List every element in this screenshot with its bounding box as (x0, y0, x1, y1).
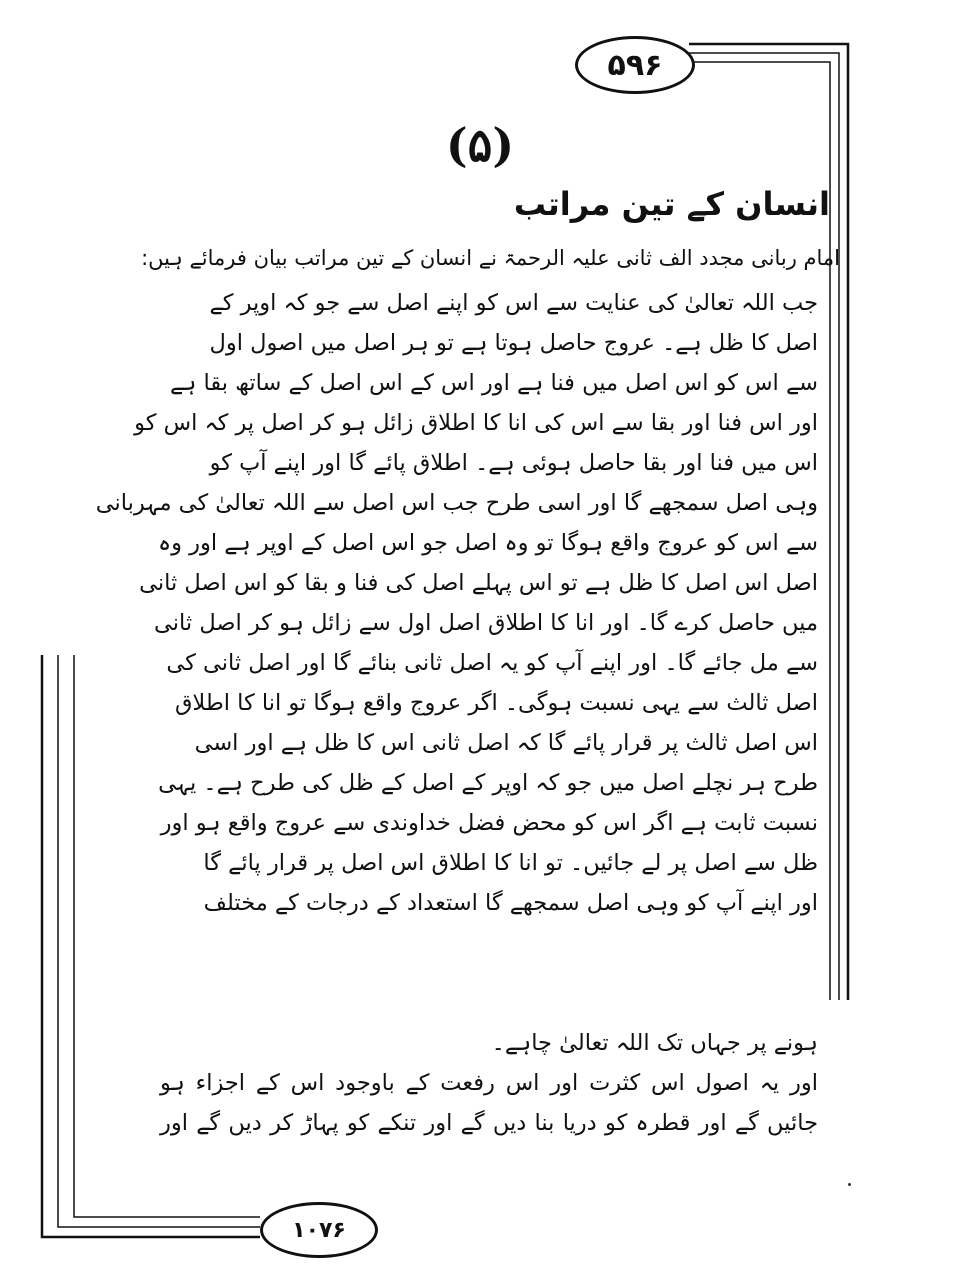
body-line-14: نسبت ثابت ہے اگر اس کو محض فضل خداوندی سے عروج واقع ہو اور (160, 810, 818, 836)
body-line-8: اصل اس اصل کا ظل ہے تو اس پہلے اصل کی فنا و بقا کو اس اصل ثانی (139, 570, 818, 596)
top-page-number: ۵۹۶ (575, 36, 695, 94)
body-line-3: سے اس کو اس اصل میں فنا ہے اور اس کے اس اصل کے ساتھ بقا ہے (169, 370, 818, 396)
body-line-5: اس میں فنا اور بقا حاصل ہوئی ہے۔ اطلاق پائے گا اور اپنے آپ کو (209, 450, 818, 476)
body-line-1: جب اللہ تعالیٰ کی عنایت سے اس کو اپنے اصل سے جو کہ اوپر کے (209, 290, 818, 316)
body-line-11: اصل ثالث سے یہی نسبت ہوگی۔ اگر عروج واقع ہوگا تو انا کا اطلاق (174, 690, 818, 716)
chapter-number: (۵) (445, 118, 515, 172)
body-line-2: اصل کا ظل ہے۔ عروج حاصل ہوتا ہے تو ہر اصل میں اصول اول (209, 330, 818, 356)
body-line-12: اس اصل ثالث پر قرار پائے گا کہ اصل ثانی اس کا ظل ہے اور اسی (194, 730, 818, 756)
body-line-4: اور اس فنا اور بقا سے اس کی انا کا اطلاق زائل ہو کر اصل پر کہ اس کو (134, 410, 818, 436)
body-line-7: سے اس کو عروج واقع ہوگا تو وہ اصل جو اس اصل کے اوپر ہے اور وہ (157, 530, 818, 556)
body-line-10: سے مل جائے گا۔ اور اپنے آپ کو یہ اصل ثانی بنائے گا اور اصل ثانی کی (166, 650, 818, 676)
body-line-13: طرح ہر نچلے اصل میں جو کہ اوپر کے اصل کے ظل کی طرح ہے۔ یہی (158, 770, 818, 796)
section-heading: انسان کے تین مراتب (513, 185, 830, 223)
body-line-17: ہونے پر جہاں تک اللہ تعالیٰ چاہے۔ (491, 1030, 818, 1056)
bottom-page-number: ۱۰۷۶ (260, 1202, 378, 1258)
body-line-6: وہی اصل سمجھے گا اور اسی طرح جب اس اصل سے اللہ تعالیٰ کی مہربانی (95, 490, 818, 516)
closing-line-1: اور یہ اصول اس کثرت اور اس رفعت کے باوجود اس کے اجزاء ہو (160, 1070, 818, 1096)
speck (848, 1183, 851, 1186)
body-line-9: میں حاصل کرے گا۔ اور انا کا اطلاق اصل اول سے زائل ہو کر اصل ثانی (154, 610, 818, 636)
body-line-15: ظل سے اصل پر لے جائیں۔ تو انا کا اطلاق اس اصل پر قرار پائے گا (203, 850, 818, 876)
intro-paragraph: امام ربانی مجدد الف ثانی علیہ الرحمۃ نے انسان کے تین مراتب بیان فرمائے ہیں: (141, 246, 840, 270)
body-line-16: اور اپنے آپ کو وہی اصل سمجھے گا استعداد کے درجات کے مختلف (203, 890, 818, 916)
closing-line-2: جائیں گے اور قطرہ کو دریا بنا دیں گے اور تنکے کو پہاڑ کر دیں گے اور (160, 1110, 818, 1136)
